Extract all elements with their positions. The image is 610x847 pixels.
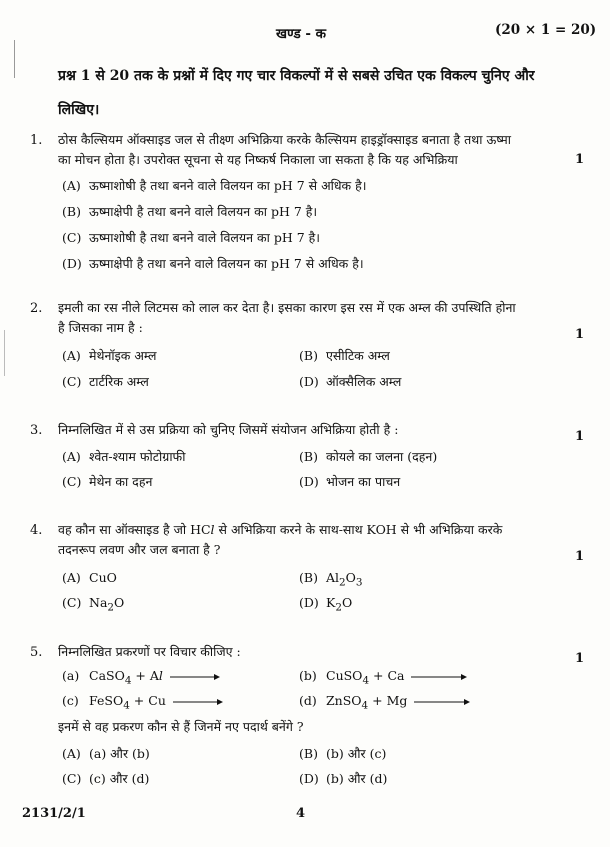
option-c: (C) मेथेन का दहन [62, 474, 153, 489]
option-c: (C) (c) और (d) [62, 771, 150, 786]
option-a: (A) ऊष्माशोषी है तथा बनने वाले विलयन का pH 7 से अधिक है। [62, 178, 367, 193]
reaction-arrow-icon [170, 673, 220, 681]
option-a: (A) CuO [62, 570, 117, 585]
option-c: (C) ऊष्माशोषी है तथा बनने वाले विलयन का pH 7 है। [62, 230, 321, 245]
question-marks: 1 [575, 651, 585, 666]
question-number: 2. [30, 301, 43, 316]
question-text: वह कौन सा ऑक्साइड है जो HCl से अभिक्रिया करने के साथ-साथ KOH से भी अभिक्रिया करके [58, 522, 503, 537]
question-number: 5. [30, 645, 43, 660]
question-number: 4. [30, 523, 43, 538]
question-number: 3. [30, 423, 43, 438]
question-text: निम्नलिखित में से उस प्रक्रिया को चुनिए जिसमें संयोजन अभिक्रिया होती है : [58, 422, 399, 437]
option-b: (B) $Al_2O_3$ [299, 570, 363, 589]
option-d: (D) भोजन का पाचन [299, 474, 401, 489]
case-d: (d) ZnSO$_4$ + Mg [299, 693, 470, 712]
section-title: खण्ड - क [276, 26, 327, 42]
case-a: (a) CaSO$_4$ + Al [62, 668, 220, 687]
option-c: (C) टार्टरिक अम्ल [62, 374, 149, 389]
question-text: का मोचन होता है। उपरोक्त सूचना से यह निष्कर्ष निकाला जा सकता है कि यह अभिक्रिया [58, 152, 458, 167]
question-text: है जिसका नाम है : [58, 320, 143, 335]
question-marks: 1 [575, 152, 585, 167]
paper-code: 2131/2/1 [22, 806, 86, 821]
option-d: (D) (b) और (d) [299, 771, 388, 786]
question-text: इमली का रस नीले लिटमस को लाल कर देता है। इसका कारण इस रस में एक अम्ल की उपस्थिति होना [58, 300, 516, 315]
question-text: ठोस कैल्सियम ऑक्साइड जल से तीक्ष्ण अभिक्रिया करके कैल्सियम हाइड्रॉक्साइड बनाता है तथा ऊष्मा [58, 132, 511, 147]
reaction-arrow-icon [411, 673, 467, 681]
option-b: (B) ऊष्माक्षेपी है तथा बनने वाले विलयन का pH 7 है। [62, 204, 318, 219]
question-number: 1. [30, 133, 43, 148]
scan-mark [4, 330, 5, 376]
option-b: (B) कोयले का जलना (दहन) [299, 449, 438, 464]
instruction-line-2: लिखिए। [58, 102, 100, 118]
option-b: (B) एसीटिक अम्ल [299, 348, 390, 363]
option-a: (A) श्वेत-श्याम फोटोग्राफी [62, 449, 186, 464]
question-marks: 1 [575, 549, 585, 564]
question-text: तदनरूप लवण और जल बनाता है ? [58, 542, 221, 557]
option-b: (B) (b) और (c) [299, 746, 387, 761]
reaction-arrow-icon [173, 698, 223, 706]
scan-mark [14, 40, 15, 78]
option-d: (D) ऑक्सैलिक अम्ल [299, 374, 402, 389]
question-text: निम्नलिखित प्रकरणों पर विचार कीजिए : [58, 644, 241, 659]
question-marks: 1 [575, 429, 585, 444]
page-number: 4 [296, 806, 306, 821]
question-text: इनमें से वह प्रकरण कौन से हैं जिनमें नए पदार्थ बनेंगे ? [58, 719, 304, 734]
option-a: (A) (a) और (b) [62, 746, 150, 761]
question-marks: 1 [575, 327, 585, 342]
marks-scheme: (20 × 1 = 20) [495, 22, 597, 38]
option-c: (C) $Na_2O$ [62, 595, 125, 614]
case-c: (c) FeSO$_4$ + Cu [62, 693, 223, 712]
reaction-arrow-icon [414, 698, 470, 706]
option-a: (A) मेथेनॉइक अम्ल [62, 348, 157, 363]
option-d: (D) ऊष्माक्षेपी है तथा बनने वाले विलयन का pH 7 से अधिक है। [62, 256, 364, 271]
case-b: (b) CuSO$_4$ + Ca [299, 668, 467, 687]
option-d: (D) $K_2O$ [299, 595, 353, 614]
instruction-line-1: प्रश्न 1 से 20 तक के प्रश्नों में दिए गए चार विकल्पों में से सबसे उचित एक विकल्प चुनिए और [58, 68, 535, 84]
